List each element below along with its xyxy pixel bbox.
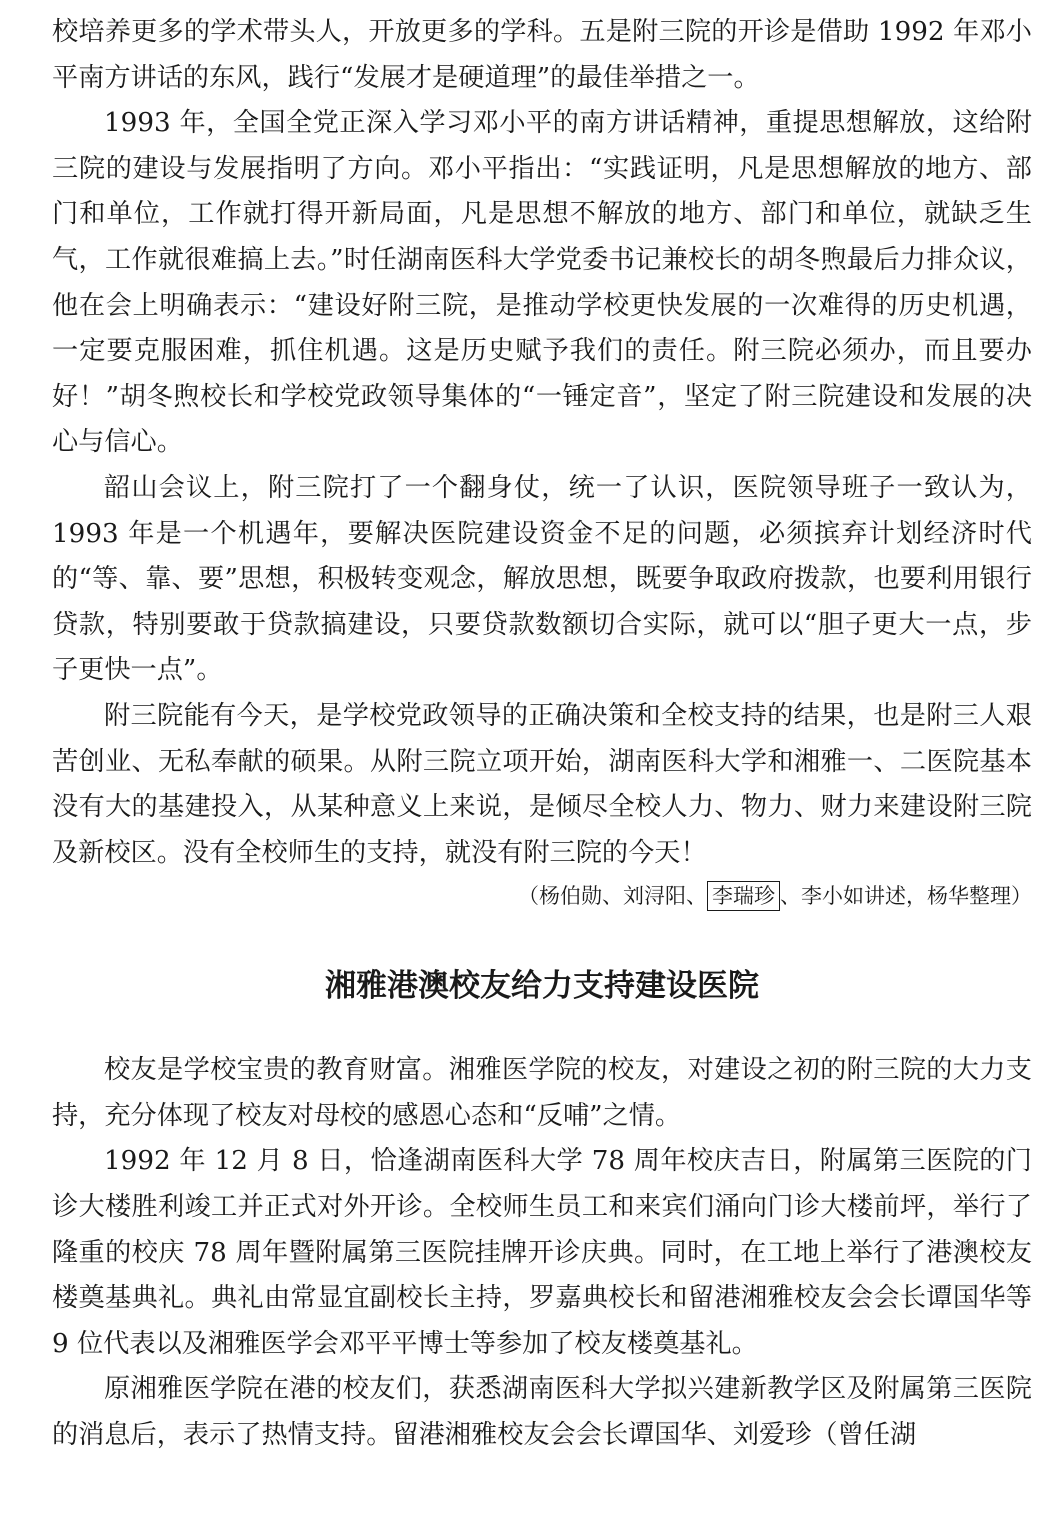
boxed-name: 李瑞珍	[707, 881, 780, 911]
paragraph: 1992 年 12 月 8 日，恰逢湖南医科大学 78 周年校庆吉日，附属第三医院的门诊大楼胜利竣工并正式对外开诊。全校师生员工和来宾们涌向门诊大楼前坪，举行了隆重的校庆 78 周年暨附属第三医院挂牌开诊庆典。同时，在工地上举行了港澳校友楼奠基典礼。典礼由常显宜副校长主持，罗嘉典校长和留港湘雅校友会会长谭国华等 9 位代表以及湘雅医学会邓平平博士等参加了校友楼奠基礼。	[52, 1146, 1032, 1359]
attribution-close: 、李小如讲述，杨华整理）	[780, 884, 1032, 909]
paragraph: 原湘雅医学院在港的校友们，获悉湖南医科大学拟兴建新教学区及附属第三医院的消息后，表示了热情支持。留港湘雅校友会会长谭国华、刘爱珍（曾任湖	[52, 1374, 1032, 1451]
paragraph: 附三院能有今天，是学校党政领导的正确决策和全校支持的结果，也是附三人艰苦创业、无私奉献的硕果。从附三院立项开始，湖南医科大学和湘雅一、二医院基本没有大的基建投入，从某种意义上来说，是倾尽全校人力、物力、财力来建设附三院及新校区。没有全校师生的支持，就没有附三院的今天！	[52, 700, 1032, 868]
document-page	[52, 10, 1032, 1459]
paragraph: 1993 年，全国全党正深入学习邓小平的南方讲话精神，重提思想解放，这给附三院的建设与发展指明了方向。邓小平指出：“实践证明，凡是思想解放的地方、部门和单位，工作就打得开新局面，凡是思想不解放的地方、部门和单位，就缺乏生气，工作就很难搞上去。”时任湖南医科大学党委书记兼校长的胡冬煦最后力排众议，他在会上明确表示：“建设好附三院，是推动学校更快发展的一次难得的历史机遇，一定要克服困难，抓住机遇。这是历史赋予我们的责任。附三院必须办，而且要办好！”胡冬煦校长和学校党政领导集体的“一锤定音”，坚定了附三院建设和发展的决心与信心。	[52, 108, 1032, 458]
paragraph: 韶山会议上，附三院打了一个翻身仗，统一了认识，医院领导班子一致认为，1993 年是一个机遇年，要解决医院建设资金不足的问题，必须摈弃计划经济时代的“等、靠、要”思想，积极转变观念，解放思想，既要争取政府拨款，也要利用银行贷款，特别要敢于贷款搞建设，只要贷款数额切合实际，就可以“胆子更大一点，步子更快一点”。	[52, 472, 1032, 686]
attribution-line	[52, 876, 1032, 916]
attribution-open: （杨伯勋、刘浔阳、	[518, 884, 707, 909]
section-title: 湘雅港澳校友给力支持建设医院	[325, 968, 759, 1005]
paragraph: 校友是学校宝贵的教育财富。湘雅医学院的校友，对建设之初的附三院的大力支持，充分体现了校友对母校的感恩心态和“反哺”之情。	[52, 1055, 1032, 1131]
paragraph-continued: 校培养更多的学术带头人，开放更多的学科。五是附三院的开诊是借助 1992 年邓小平南方讲话的东风，践行“发展才是硬道理”的最佳举措之一。	[52, 17, 1032, 93]
